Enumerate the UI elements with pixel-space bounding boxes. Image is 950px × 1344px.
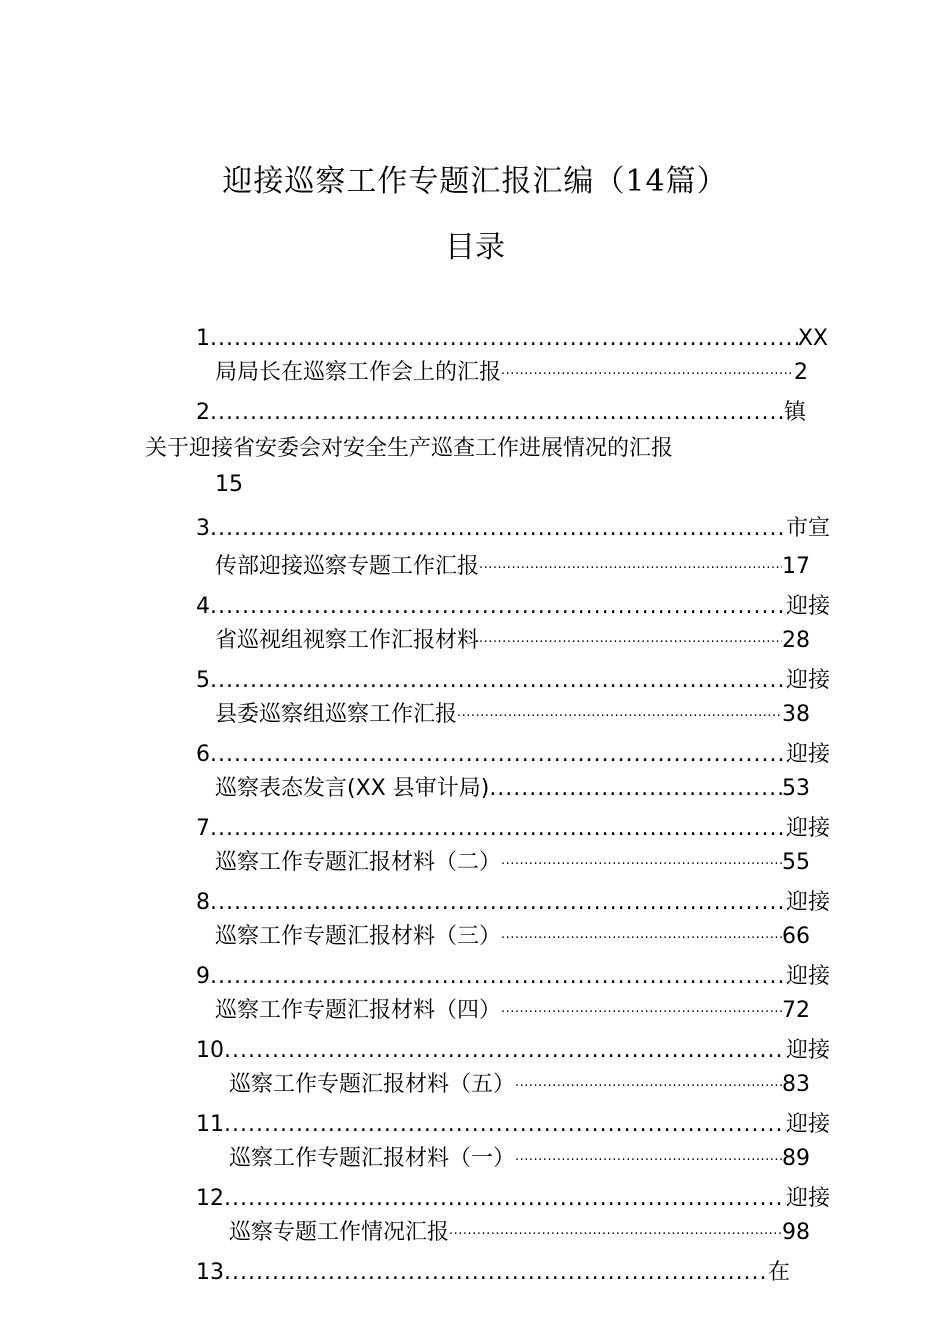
toc-entry-title: 巡察工作专题汇报材料（五） <box>229 1072 516 1097</box>
toc-entry-number: 2 <box>196 400 210 425</box>
toc-entry-lead-text: XX <box>797 326 828 351</box>
toc-entry-13-number-line[interactable] <box>196 1254 790 1288</box>
toc-entry-lead-text: 迎接 <box>785 1186 830 1211</box>
toc-entry-5-number-line[interactable] <box>196 662 830 696</box>
toc-entry-lead-text: 迎接 <box>785 816 830 841</box>
toc-entry-lead-text: 市宣 <box>785 516 830 541</box>
toc-entry-6-number-line[interactable] <box>196 736 830 770</box>
toc-entry-number: 1 <box>196 326 210 351</box>
toc-entry-6-title-line[interactable] <box>215 770 810 804</box>
toc-entry-lead-text: 迎接 <box>785 742 830 767</box>
toc-entry-10-number-line[interactable] <box>196 1032 830 1066</box>
toc-entry-7-title-line[interactable] <box>215 844 810 878</box>
toc-entry-number: 4 <box>196 594 210 619</box>
leader-dots <box>515 1142 782 1174</box>
toc-entry-page: 55 <box>782 850 810 875</box>
toc-entry-number: 5 <box>196 668 210 693</box>
toc-entry-number: 10 <box>196 1038 224 1063</box>
toc-entry-lead-text: 在 <box>767 1260 790 1285</box>
toc-entry-9-number-line[interactable] <box>196 958 830 992</box>
toc-entry-page: 89 <box>782 1146 810 1171</box>
document-title: 迎接巡察工作专题汇报汇编（14篇） <box>222 164 728 199</box>
leader-dots <box>449 1216 782 1248</box>
toc-entry-lead-text: 迎接 <box>785 964 830 989</box>
toc-entry-3-title-line[interactable] <box>215 548 810 582</box>
toc-entry-page: 72 <box>782 998 810 1023</box>
toc-entry-title: 巡察工作专题汇报材料（二） <box>215 850 502 875</box>
leader-dots <box>210 814 786 844</box>
toc-entry-4-number-line[interactable] <box>196 588 830 622</box>
toc-entry-lead-text: 镇 <box>783 400 806 425</box>
toc-entry-11-title-line[interactable] <box>229 1140 810 1174</box>
toc-entry-page: 83 <box>782 1072 810 1097</box>
toc-entry-page: 17 <box>782 554 810 579</box>
toc-entry-number: 3 <box>196 516 210 541</box>
toc-heading: 目录 <box>445 230 505 265</box>
toc-entry-number: 12 <box>196 1186 224 1211</box>
toc-entry-number: 11 <box>196 1112 224 1137</box>
toc-entry-number: 13 <box>196 1260 224 1285</box>
leader-dots <box>224 1258 768 1288</box>
toc-entry-12-title-line[interactable] <box>229 1214 810 1248</box>
toc-entry-8-number-line[interactable] <box>196 884 830 918</box>
toc-entry-8-title-line[interactable] <box>215 918 810 952</box>
toc-entry-1-title-line[interactable] <box>215 354 808 388</box>
toc-entry-title: 巡察工作专题汇报材料（一） <box>229 1146 516 1171</box>
toc-entry-lead-text: 迎接 <box>785 890 830 915</box>
toc-entry-page: 53 <box>782 776 810 801</box>
toc-entry-page: 2 <box>794 360 808 385</box>
leader-dots <box>224 1184 786 1214</box>
toc-entry-2-page: 15 <box>215 472 243 497</box>
toc-entry-title: 省巡视组视察工作汇报材料 <box>215 628 480 653</box>
toc-entry-12-number-line[interactable] <box>196 1180 830 1214</box>
toc-entry-3-number-line[interactable] <box>196 510 830 544</box>
toc-entry-number: 6 <box>196 742 210 767</box>
leader-dots <box>489 774 782 804</box>
toc-entry-lead-text: 迎接 <box>785 594 830 619</box>
leader-dots <box>210 324 798 354</box>
toc-entry-title: 传部迎接巡察专题工作汇报 <box>215 554 480 579</box>
leader-dots <box>210 666 786 696</box>
toc-entry-title: 局局长在巡察工作会上的汇报 <box>215 360 502 385</box>
toc-entry-page: 98 <box>782 1220 810 1245</box>
toc-entry-9-title-line[interactable] <box>215 992 810 1026</box>
leader-dots <box>210 962 786 992</box>
toc-entry-2-number-line[interactable] <box>196 394 806 428</box>
leader-dots <box>457 698 782 730</box>
toc-entry-10-title-line[interactable] <box>229 1066 810 1100</box>
toc-entry-title: 巡察工作专题汇报材料（三） <box>215 924 502 949</box>
leader-dots <box>210 592 786 622</box>
toc-entry-page: 28 <box>782 628 810 653</box>
leader-dots <box>210 740 786 770</box>
leader-dots <box>501 920 782 952</box>
leader-dots <box>501 356 794 388</box>
leader-dots <box>210 888 786 918</box>
toc-entry-lead-text: 迎接 <box>785 1038 830 1063</box>
leader-dots <box>479 550 782 582</box>
leader-dots <box>501 994 782 1026</box>
toc-entry-5-title-line[interactable] <box>215 696 810 730</box>
toc-entry-number: 8 <box>196 890 210 915</box>
toc-entry-number: 7 <box>196 816 210 841</box>
toc-entry-7-number-line[interactable] <box>196 810 830 844</box>
leader-dots <box>210 398 784 428</box>
leader-dots <box>224 1036 786 1066</box>
toc-entry-lead-text: 迎接 <box>785 668 830 693</box>
leader-dots <box>224 1110 786 1140</box>
leader-dots <box>210 514 786 544</box>
toc-entry-title: 巡察工作专题汇报材料（四） <box>215 998 502 1023</box>
toc-entry-lead-text: 迎接 <box>785 1112 830 1137</box>
toc-entry-11-number-line[interactable] <box>196 1106 830 1140</box>
leader-dots <box>501 846 782 878</box>
leader-dots <box>515 1068 782 1100</box>
leader-dots <box>479 624 782 656</box>
toc-entry-title: 巡察表态发言(XX 县审计局) <box>215 776 490 801</box>
toc-entry-page: 38 <box>782 702 810 727</box>
toc-entry-2-title[interactable]: 关于迎接省安委会对安全生产巡查工作进展情况的汇报 <box>145 436 674 461</box>
toc-entry-number: 9 <box>196 964 210 989</box>
toc-entry-4-title-line[interactable] <box>215 622 810 656</box>
toc-entry-1-number-line[interactable] <box>196 320 828 354</box>
toc-entry-page: 66 <box>782 924 810 949</box>
toc-entry-title: 巡察专题工作情况汇报 <box>229 1220 450 1245</box>
toc-entry-title: 县委巡察组巡察工作汇报 <box>215 702 458 727</box>
